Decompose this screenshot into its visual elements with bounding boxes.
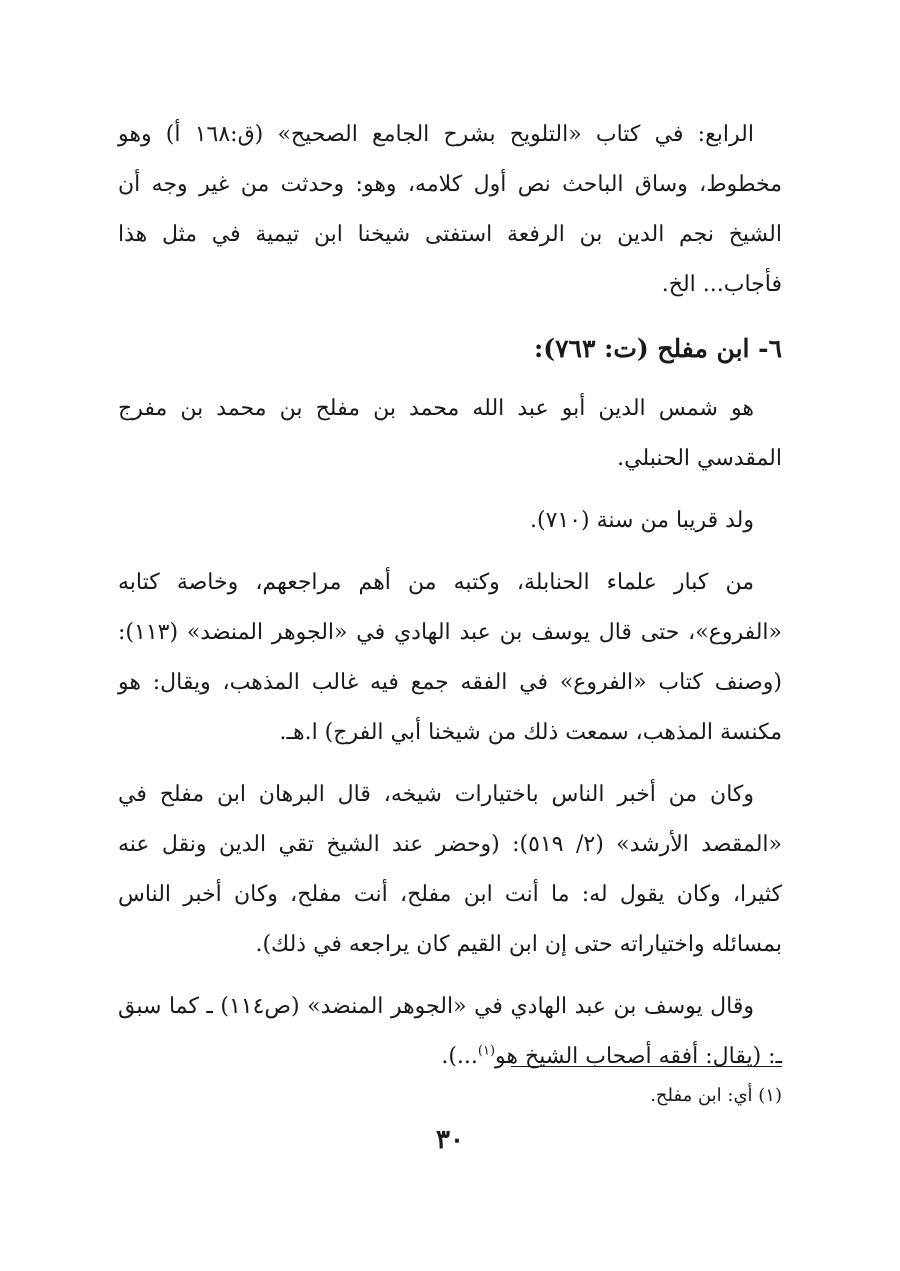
section-heading-ibn-muflih: ٦- ابن مفلح (ت: ٧٦٣): <box>534 334 782 363</box>
paragraph-afqah-ashab <box>118 982 782 1082</box>
paragraph-ikhtiyarat: وكان من أخبر الناس باختيارات شيخه، قال البرهان ابن مفلح في «المقصد الأرشد» (٢/ ٥١٩): (وحضر عند الشيخ تقي الدين ونقل عنه كثيرا، وكان يقول له: ما أنت ابن مفلح، أنت مفلح، وكان أخبر الناس بمسائله واختياراته حتى إن ابن القيم كان يراجعه في ذلك). <box>118 782 782 957</box>
paragraph-al-rabi: الرابع: في كتاب «التلويح بشرح الجامع الصحيح» (ق:١٦٨ أ) وهو مخطوط، وساق الباحث نص أول كلامه، وهو: وحدثت من غير وجه أن الشيخ نجم الدين بن الرفعة استفتى شيخنا ابن تيمية في مثل هذا فأجاب... الخ. <box>118 122 782 297</box>
paragraph-birth: ولد قريبا من سنة (٧١٠). <box>530 508 754 533</box>
paragraph-hanbali-scholars: من كبار علماء الحنابلة، وكتبه من أهم مراجعهم، وخاصة كتابه «الفروع»، حتى قال يوسف بن عبد الهادي في «الجوهر المنضد» (١١٣): (وصنف كتاب «الفروع» في الفقه جمع فيه غالب المذهب، ويقال: هو مكنسة المذهب، سمعت ذلك من شيخنا أبي الفرج) ا.هـ. <box>118 570 782 745</box>
body-text <box>118 110 782 1094</box>
footnote-1: (١) أي: ابن مفلح. <box>650 1085 782 1106</box>
footnote-separator <box>511 1066 782 1067</box>
footnote-reference: (١) <box>477 1043 496 1059</box>
page-number: ٣٠ <box>436 1125 464 1155</box>
paragraph-afqah-ending: ...). <box>441 1044 478 1069</box>
paragraph-afqah-text: وقال يوسف بن عبد الهادي في «الجوهر المنضد» (ص١١٤) ـ كما سبق ـ: (يقال: أفقه أصحاب الشيخ هو <box>118 994 782 1069</box>
paragraph-biography-name: هو شمس الدين أبو عبد الله محمد بن مفلح بن محمد بن مفرج المقدسي الحنبلي. <box>118 396 782 471</box>
